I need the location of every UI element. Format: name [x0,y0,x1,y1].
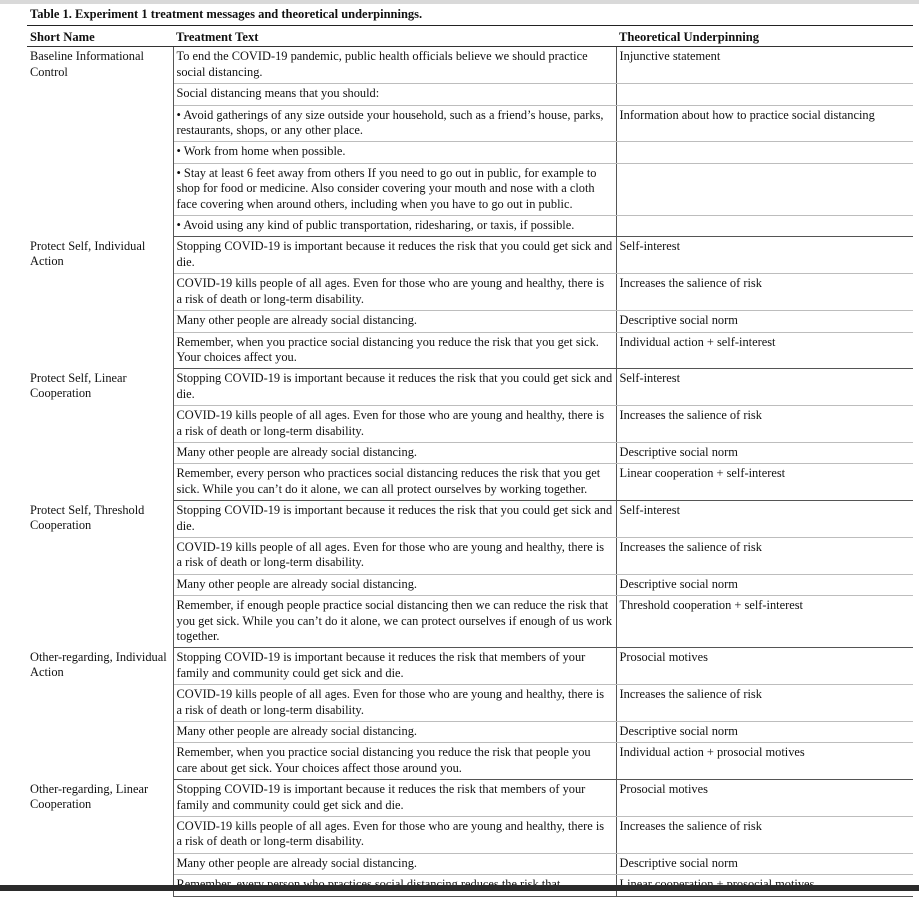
theoretical-underpinning-cell: Injunctive statement [616,47,913,84]
treatment-text-cell: Remember, if enough people practice social distancing then we can reduce the risk that you get sick. While you can’t do it alone, we can protect ourselves if enough of us work together. [173,596,616,648]
treatment-text-cell: Many other people are already social distancing. [173,311,616,332]
theoretical-underpinning-cell: Descriptive social norm [616,442,913,463]
theoretical-underpinning-cell: Increases the salience of risk [616,406,913,443]
treatment-text-cell: • Work from home when possible. [173,142,616,163]
table-row [27,369,913,406]
table-caption: Table 1. Experiment 1 treatment messages and theoretical underpinnings. [27,4,913,26]
treatment-text-cell: • Stay at least 6 feet away from others If you need to go out in public, for example to shop for food or medicine. Also consider covering your mouth and nose with a cloth face covering when around others, including when you have to go out in public. [173,163,616,215]
treatment-text-cell: Stopping COVID-19 is important because it reduces the risk that you could get sick and die. [173,237,616,274]
short-name-cell: Protect Self, Individual Action [27,237,173,369]
table-body [27,47,913,896]
theoretical-underpinning-cell [616,216,913,237]
table-row [27,780,913,817]
treatment-text-cell: COVID-19 kills people of all ages. Even for those who are young and healthy, there is a risk of death or long-term disability. [173,406,616,443]
table-row [27,501,913,538]
table-header-row [27,26,913,47]
treatment-text-cell: To end the COVID-19 pandemic, public health officials believe we should practice social distancing. [173,47,616,84]
short-name-cell: Protect Self, Linear Cooperation [27,369,173,501]
treatment-text-cell: Many other people are already social distancing. [173,574,616,595]
column-header-theoretical-underpinning: Theoretical Underpinning [616,26,913,47]
treatment-text-cell: • Avoid gatherings of any size outside your household, such as a friend’s house, parks, restaurants, shops, or any other place. [173,105,616,142]
theoretical-underpinning-cell: Prosocial motives [616,780,913,817]
table-row [27,648,913,685]
treatment-text-cell: Many other people are already social distancing. [173,853,616,874]
theoretical-underpinning-cell: Information about how to practice social distancing [616,105,913,142]
theoretical-underpinning-cell: Individual action + prosocial motives [616,743,913,780]
treatment-text-cell: COVID-19 kills people of all ages. Even for those who are young and healthy, there is a risk of death or long-term disability. [173,274,616,311]
treatment-text-cell: Stopping COVID-19 is important because it reduces the risk that you could get sick and die. [173,369,616,406]
theoretical-underpinning-cell: Descriptive social norm [616,311,913,332]
column-header-treatment-text: Treatment Text [173,26,616,47]
theoretical-underpinning-cell [616,163,913,215]
theoretical-underpinning-cell: Self-interest [616,501,913,538]
theoretical-underpinning-cell: Descriptive social norm [616,853,913,874]
treatment-text-cell: Remember, when you practice social distancing you reduce the risk that people you care about get sick. Your choices affect those around you. [173,743,616,780]
treatment-table [27,26,913,897]
theoretical-underpinning-cell: Increases the salience of risk [616,817,913,854]
theoretical-underpinning-cell: Self-interest [616,369,913,406]
treatment-text-cell: Stopping COVID-19 is important because it reduces the risk that members of your family and community could get sick and die. [173,780,616,817]
bottom-bar [0,885,919,891]
treatment-text-cell: Remember, when you practice social distancing you reduce the risk that you get sick. Your choices affect you. [173,332,616,369]
theoretical-underpinning-cell: Descriptive social norm [616,722,913,743]
short-name-cell: Other-regarding, Individual Action [27,648,173,780]
treatment-text-cell: Social distancing means that you should: [173,84,616,105]
treatment-text-cell: • Avoid using any kind of public transportation, ridesharing, or taxis, if possible. [173,216,616,237]
treatment-text-cell: Stopping COVID-19 is important because it reduces the risk that you could get sick and die. [173,501,616,538]
theoretical-underpinning-cell: Threshold cooperation + self-interest [616,596,913,648]
document-page [27,4,913,897]
treatment-text-cell: COVID-19 kills people of all ages. Even for those who are young and healthy, there is a risk of death or long-term disability. [173,685,616,722]
theoretical-underpinning-cell: Increases the salience of risk [616,537,913,574]
short-name-cell: Other-regarding, Linear Cooperation [27,780,173,896]
treatment-text-cell: Remember, every person who practices social distancing reduces the risk that you get sick. While you can’t do it alone, we can all protect ourselves by working together. [173,464,616,501]
theoretical-underpinning-cell [616,84,913,105]
theoretical-underpinning-cell: Individual action + self-interest [616,332,913,369]
short-name-cell: Protect Self, Threshold Cooperation [27,501,173,648]
table-row [27,237,913,274]
theoretical-underpinning-cell: Increases the salience of risk [616,274,913,311]
theoretical-underpinning-cell: Increases the salience of risk [616,685,913,722]
theoretical-underpinning-cell: Descriptive social norm [616,574,913,595]
treatment-text-cell: Many other people are already social distancing. [173,722,616,743]
short-name-cell: Baseline Informational Control [27,47,173,237]
theoretical-underpinning-cell: Linear cooperation + self-interest [616,464,913,501]
treatment-text-cell: Stopping COVID-19 is important because it reduces the risk that members of your family and community could get sick and die. [173,648,616,685]
treatment-text-cell: COVID-19 kills people of all ages. Even for those who are young and healthy, there is a risk of death or long-term disability. [173,537,616,574]
theoretical-underpinning-cell: Prosocial motives [616,648,913,685]
theoretical-underpinning-cell: Self-interest [616,237,913,274]
treatment-text-cell: Many other people are already social distancing. [173,442,616,463]
treatment-text-cell: COVID-19 kills people of all ages. Even for those who are young and healthy, there is a risk of death or long-term disability. [173,817,616,854]
table-row [27,47,913,84]
column-header-short-name: Short Name [27,26,173,47]
theoretical-underpinning-cell [616,142,913,163]
